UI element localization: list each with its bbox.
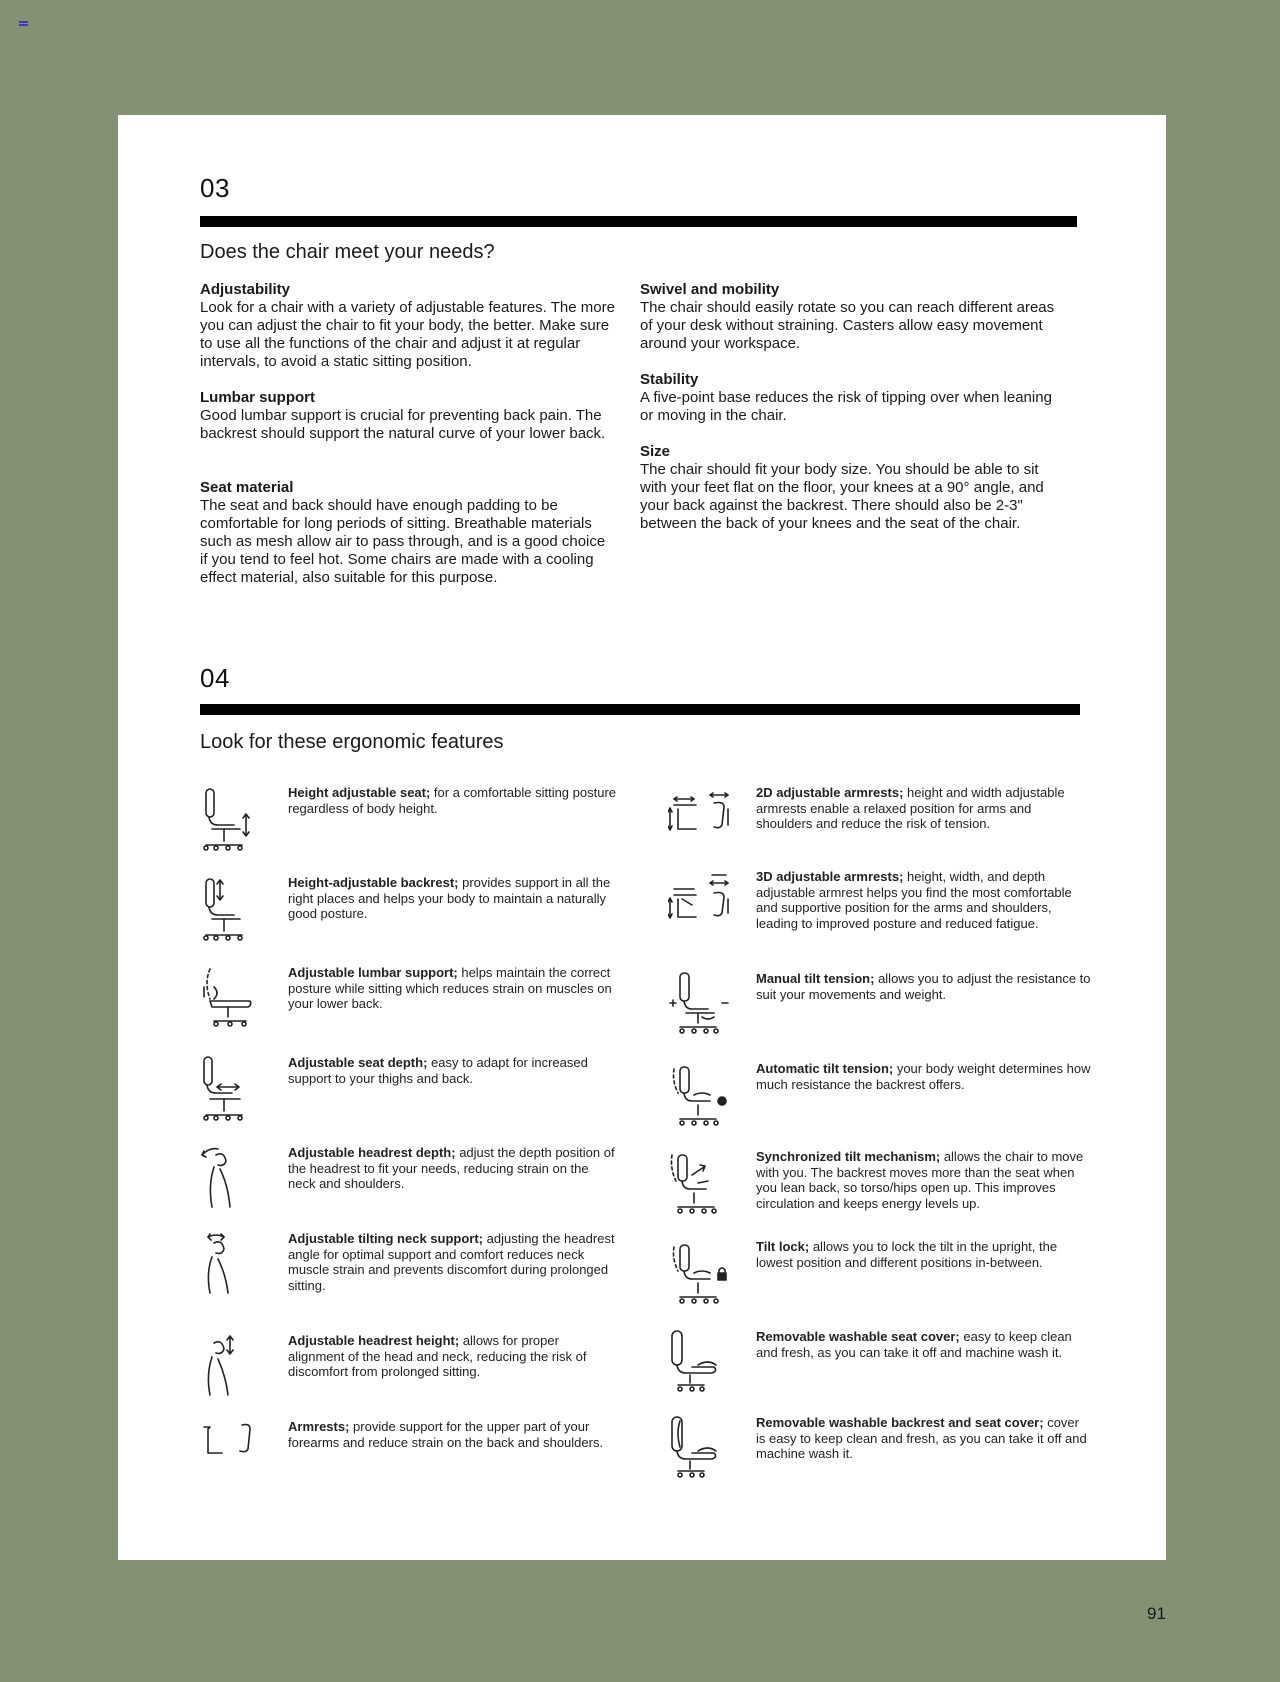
feature-title: Removable washable backrest and seat cover; — [756, 1415, 1044, 1430]
feature-title: Automatic tilt tension; — [756, 1061, 894, 1076]
criteria-title: Stability — [640, 371, 699, 388]
criteria-item — [200, 281, 615, 371]
section-divider — [200, 704, 1080, 715]
feature-text — [288, 1055, 618, 1086]
criteria-body: The seat and back should have enough padding to be comfortable for long periods of sitting. Breathable materials such as mesh allow air to pass through, and is a good choice if you tend to feel hot. Some chairs are made with a cooling effect material, also suitable for this purpose. — [200, 497, 606, 586]
feature-title: Synchronized tilt mechanism; — [756, 1149, 941, 1164]
feature-text — [756, 971, 1091, 1002]
tilt-lock-icon — [668, 1239, 732, 1309]
feature-text — [288, 1419, 618, 1450]
criteria-body: A five-point base reduces the risk of tipping over when leaning or moving in the chair. — [640, 389, 1052, 424]
criteria-item — [200, 389, 615, 443]
feature-text — [756, 1149, 1091, 1211]
feature-body: provides support in all the right places and helps your body to maintain a naturally good posture. — [288, 875, 611, 921]
feature-title: Height-adjustable backrest; — [288, 875, 459, 890]
feature-text — [756, 869, 1091, 931]
feature-title: Adjustable tilting neck support; — [288, 1231, 484, 1246]
feature-title: Manual tilt tension; — [756, 971, 875, 986]
criteria-title: Swivel and mobility — [640, 281, 780, 298]
feature-body: adjust the depth position of the headrest to fit your needs, reducing strain on the neck and shoulders. — [288, 1145, 615, 1191]
criteria-title: Adjustability — [200, 281, 291, 298]
feature-text — [288, 1333, 618, 1380]
feature-body: easy to keep clean and fresh, as you can take it off and machine wash it. — [756, 1329, 1072, 1360]
height-adjustable-seat-icon — [200, 785, 264, 855]
height-adjustable-backrest-icon — [200, 875, 264, 945]
feature-item — [668, 785, 1118, 855]
feature-body: allows you to lock the tilt in the upright, the lowest position and different positions in-between. — [756, 1239, 1058, 1270]
criteria-body: The chair should easily rotate so you can reach different areas of your desk without straining. Casters allow easy movement around your workspace. — [640, 299, 1055, 352]
criteria-body: The chair should fit your body size. You should be able to sit with your feet flat on the floor, your knees at a 90° angle, and your back against the backrest. There should also be 2-3" between the back of your knees and the seat of the chair. — [640, 461, 1044, 532]
section-number: 03 — [200, 173, 230, 203]
feature-title: 2D adjustable armrests; — [756, 785, 904, 800]
feature-item — [200, 1055, 650, 1125]
feature-title: Adjustable seat depth; — [288, 1055, 428, 1070]
section-divider — [200, 216, 1077, 227]
criteria-body: Look for a chair with a variety of adjustable features. The more you can adjust the chair to fit your body, the better. Make sure to use all the functions of the chair and adjust it at regular intervals, to avoid a static sitting position. — [200, 299, 615, 370]
headrest-depth-icon — [200, 1145, 264, 1215]
seat-depth-icon — [200, 1055, 264, 1125]
feature-text — [288, 1231, 618, 1293]
feature-item — [200, 875, 650, 945]
feature-item — [668, 1239, 1118, 1309]
washable-seat-cover-icon — [668, 1329, 732, 1399]
feature-body: your body weight determines how much resistance the backrest offers. — [756, 1061, 1091, 1092]
feature-item — [668, 1061, 1118, 1131]
2d-armrests-icon — [668, 785, 732, 855]
feature-item — [200, 965, 650, 1035]
feature-item — [668, 1415, 1118, 1485]
3d-armrests-icon — [668, 869, 732, 939]
feature-title: Armrests; — [288, 1419, 350, 1434]
feature-title: Tilt lock; — [756, 1239, 810, 1254]
feature-body: adjusting the headrest angle for optimal support and comfort reduces neck muscle strain and prevents discomfort during prolonged sitting. — [288, 1231, 615, 1293]
synchronized-tilt-icon — [668, 1149, 732, 1219]
feature-text — [756, 785, 1091, 832]
section-heading: Look for these ergonomic features — [200, 731, 504, 753]
feature-body: allows you to adjust the resistance to suit your movements and weight. — [756, 971, 1091, 1002]
feature-item — [668, 1149, 1118, 1219]
feature-body: allows the chair to move with you. The backrest moves more than the seat when you lean back, so torso/hips open up. This improves circulation and keeps energy levels up. — [756, 1149, 1084, 1211]
criteria-item — [200, 479, 615, 587]
feature-item — [668, 971, 1118, 1041]
feature-text — [756, 1329, 1091, 1360]
feature-title: Adjustable headrest height; — [288, 1333, 460, 1348]
washable-backrest-seat-cover-icon — [668, 1415, 732, 1485]
feature-text — [288, 965, 618, 1012]
headrest-height-icon — [200, 1333, 264, 1403]
feature-title: Adjustable lumbar support; — [288, 965, 458, 980]
feature-item — [200, 1419, 650, 1489]
criteria-title: Lumbar support — [200, 389, 315, 406]
criteria-title: Seat material — [200, 479, 294, 496]
feature-text — [288, 875, 618, 922]
feature-text — [756, 1239, 1091, 1270]
feature-title: Removable washable seat cover; — [756, 1329, 960, 1344]
criteria-body: Good lumbar support is crucial for preventing back pain. The backrest should support the natural curve of your lower back. — [200, 407, 606, 442]
section-number: 04 — [200, 663, 230, 693]
feature-text — [756, 1061, 1091, 1092]
criteria-item — [640, 371, 1055, 425]
feature-item — [668, 1329, 1118, 1399]
manual-tilt-tension-icon — [668, 971, 732, 1041]
feature-body: allows for proper alignment of the head and neck, reducing the risk of discomfort from prolonged sitting. — [288, 1333, 587, 1379]
page-number: 91 — [1147, 1604, 1166, 1623]
feature-item — [200, 1231, 650, 1301]
feature-body: height and width adjustable armrests enable a relaxed position for arms and shoulders and reduce the risk of tension. — [756, 785, 1065, 831]
feature-item — [200, 1145, 650, 1215]
feature-body: provide support for the upper part of your forearms and reduce strain on the back and shoulders. — [288, 1419, 604, 1450]
tilting-neck-support-icon — [200, 1231, 264, 1301]
feature-text — [288, 1145, 618, 1192]
feature-item — [200, 785, 650, 855]
menu-icon[interactable] — [19, 21, 28, 28]
feature-text — [288, 785, 618, 816]
section-heading: Does the chair meet your needs? — [200, 241, 495, 263]
feature-body: for a comfortable sitting posture regardless of body height. — [288, 785, 617, 816]
feature-item — [200, 1333, 650, 1403]
feature-body: cover is easy to keep clean and fresh, as you can take it off and machine wash it. — [756, 1415, 1087, 1461]
feature-item — [668, 869, 1118, 939]
feature-title: 3D adjustable armrests; — [756, 869, 904, 884]
feature-title: Adjustable headrest depth; — [288, 1145, 456, 1160]
feature-text — [756, 1415, 1091, 1462]
feature-body: helps maintain the correct posture while sitting which reduces strain on muscles on your lower back. — [288, 965, 612, 1011]
armrests-icon — [200, 1419, 264, 1489]
lumbar-support-icon — [200, 965, 264, 1035]
feature-body: easy to adapt for increased support to your thighs and back. — [288, 1055, 588, 1086]
document-page — [118, 115, 1166, 1560]
automatic-tilt-tension-icon — [668, 1061, 732, 1131]
feature-title: Height adjustable seat; — [288, 785, 431, 800]
criteria-item — [640, 443, 1055, 533]
criteria-item — [640, 281, 1055, 353]
criteria-title: Size — [640, 443, 671, 460]
feature-body: height, width, and depth adjustable armrest helps you find the most comfortable and supportive position for the arms and shoulders, leading to improved posture and reduced fatigue. — [756, 869, 1072, 931]
